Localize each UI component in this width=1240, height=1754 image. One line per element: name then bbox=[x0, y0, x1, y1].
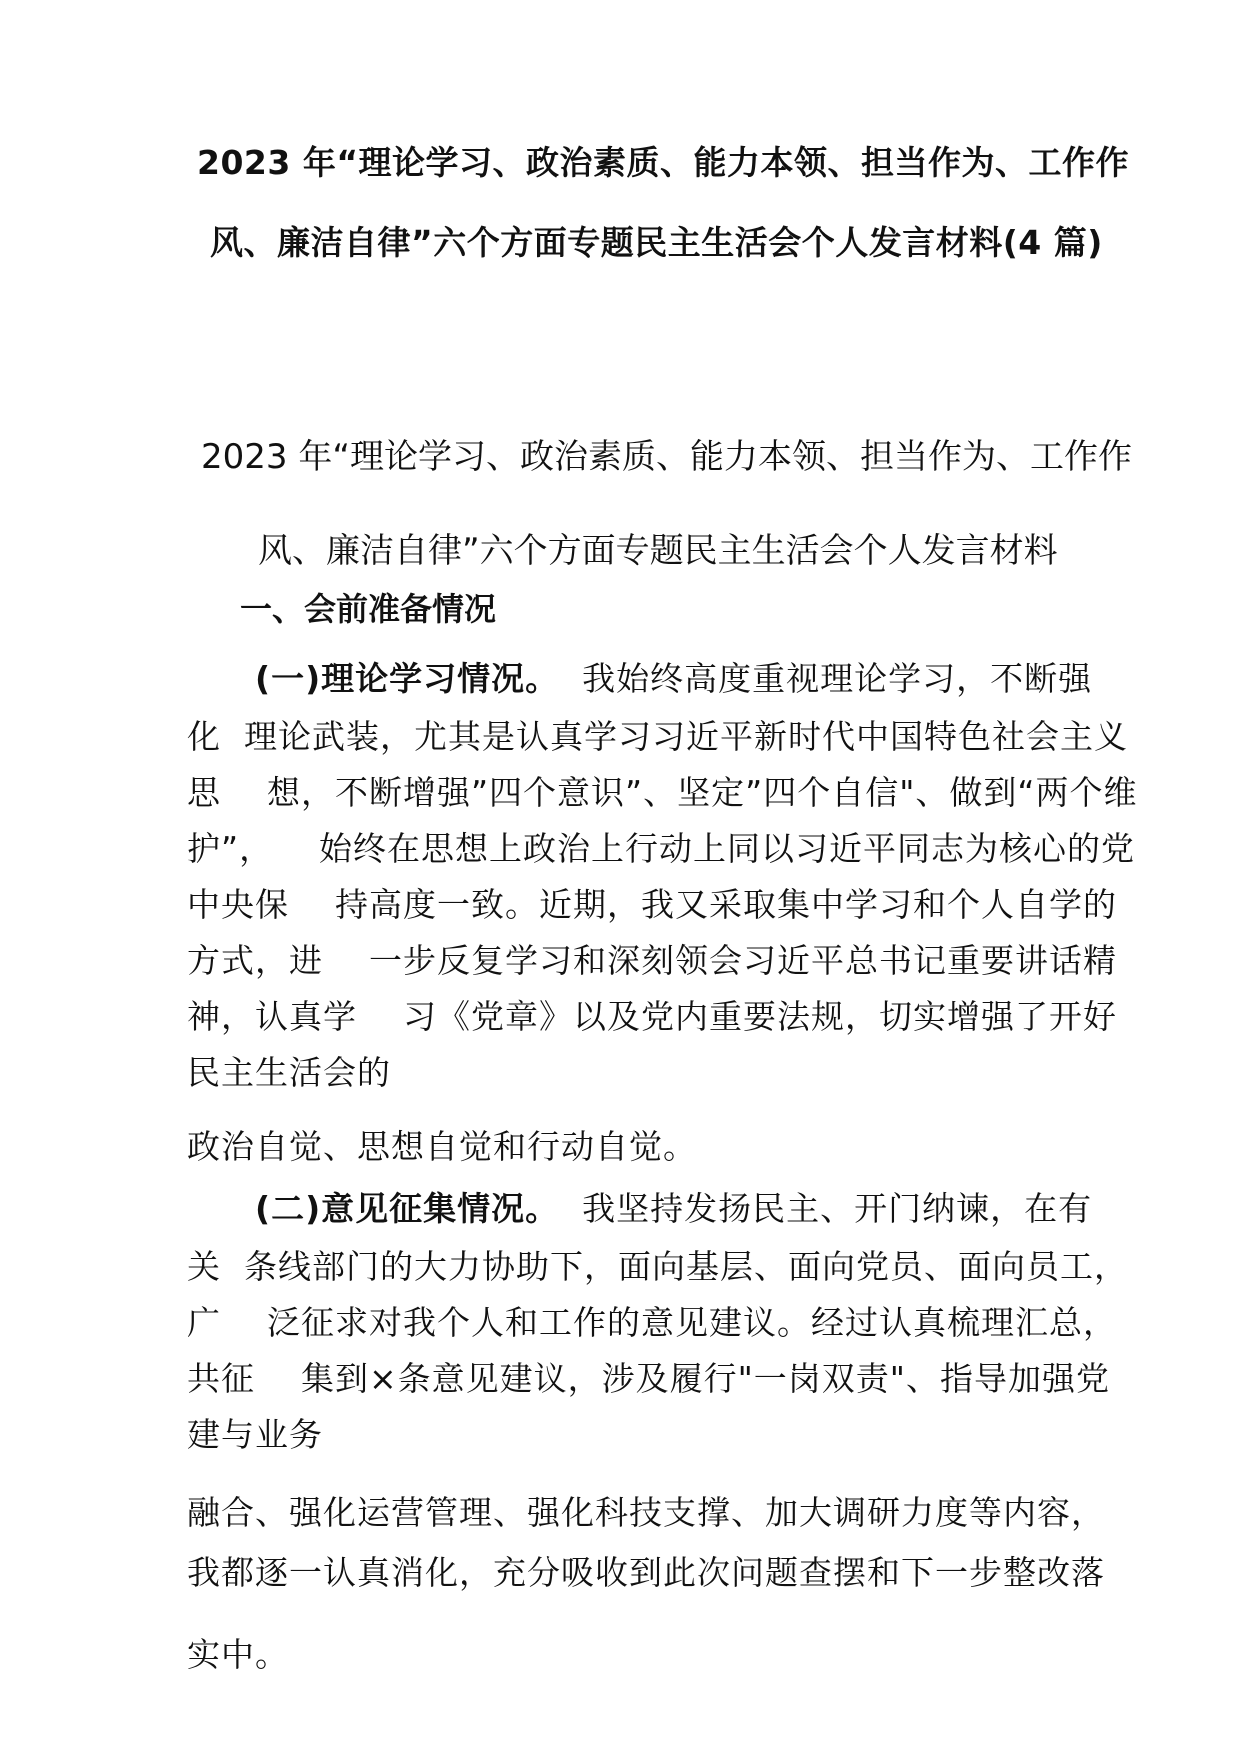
para2-line-1-text: 我坚持发扬民主、开门纳谏，在有 bbox=[559, 1189, 1093, 1228]
para2-tail-line-1: 融合、强化运营管理、强化科技支撑、加大调研力度等内容， bbox=[187, 1493, 1105, 1532]
para1-line-7: 神，认真学 习《党章》以及党内重要法规，切实增强了开好 bbox=[187, 997, 1117, 1036]
doc-title-line-2: 风、廉洁自律”六个方面专题民主生活会个人发言材料(4 篇) bbox=[210, 223, 1103, 262]
para1-line-1 bbox=[255, 659, 1093, 698]
para2-label: (二)意见征集情况。 bbox=[255, 1189, 560, 1228]
para1-line-3: 思 想，不断增强”四个意识”、坚定”四个自信"、做到“两个维 bbox=[187, 773, 1138, 812]
para2-line-5: 建与业务 bbox=[187, 1415, 323, 1454]
section-heading: 一、会前准备情况 bbox=[240, 590, 497, 628]
article-title-line-2: 风、廉洁自律”六个方面专题民主生活会个人发言材料 bbox=[258, 531, 1058, 571]
para1-line-1-text: 我始终高度重视理论学习，不断强 bbox=[559, 659, 1093, 698]
para1-line-8: 民主生活会的 bbox=[187, 1053, 391, 1092]
para2-line-4: 共征 集到×条意见建议，涉及履行"一岗双责"、指导加强党 bbox=[187, 1359, 1110, 1398]
para1-line-4: 护”， 始终在思想上政治上行动上同以习近平同志为核心的党 bbox=[187, 829, 1136, 868]
para2-line-3: 广 泛征求对我个人和工作的意见建议。经过认真梳理汇总， bbox=[187, 1303, 1117, 1342]
para2-line-1 bbox=[255, 1189, 1093, 1228]
para1-tail: 政治自觉、思想自觉和行动自觉。 bbox=[187, 1127, 697, 1166]
para2-tail-line-2: 我都逐一认真消化，充分吸收到此次问题查摆和下一步整改落 bbox=[187, 1553, 1105, 1592]
para1-line-6: 方式，进 一步反复学习和深刻领会习近平总书记重要讲话精 bbox=[187, 941, 1117, 980]
doc-title-line-1: 2023 年“理论学习、政治素质、能力本领、担当作为、工作作 bbox=[197, 143, 1130, 182]
article-title-line-1: 2023 年“理论学习、政治素质、能力本领、担当作为、工作作 bbox=[201, 437, 1132, 477]
para2-tail-line-3: 实中。 bbox=[187, 1635, 289, 1674]
para1-line-5: 中央保 持高度一致。近期，我又采取集中学习和个人自学的 bbox=[187, 885, 1117, 924]
para1-label: (一)理论学习情况。 bbox=[255, 659, 560, 698]
para2-line-2: 关 条线部门的大力协助下，面向基层、面向党员、面向员工， bbox=[187, 1247, 1128, 1286]
para1-line-2: 化 理论武装，尤其是认真学习习近平新时代中国特色社会主义 bbox=[187, 717, 1128, 756]
